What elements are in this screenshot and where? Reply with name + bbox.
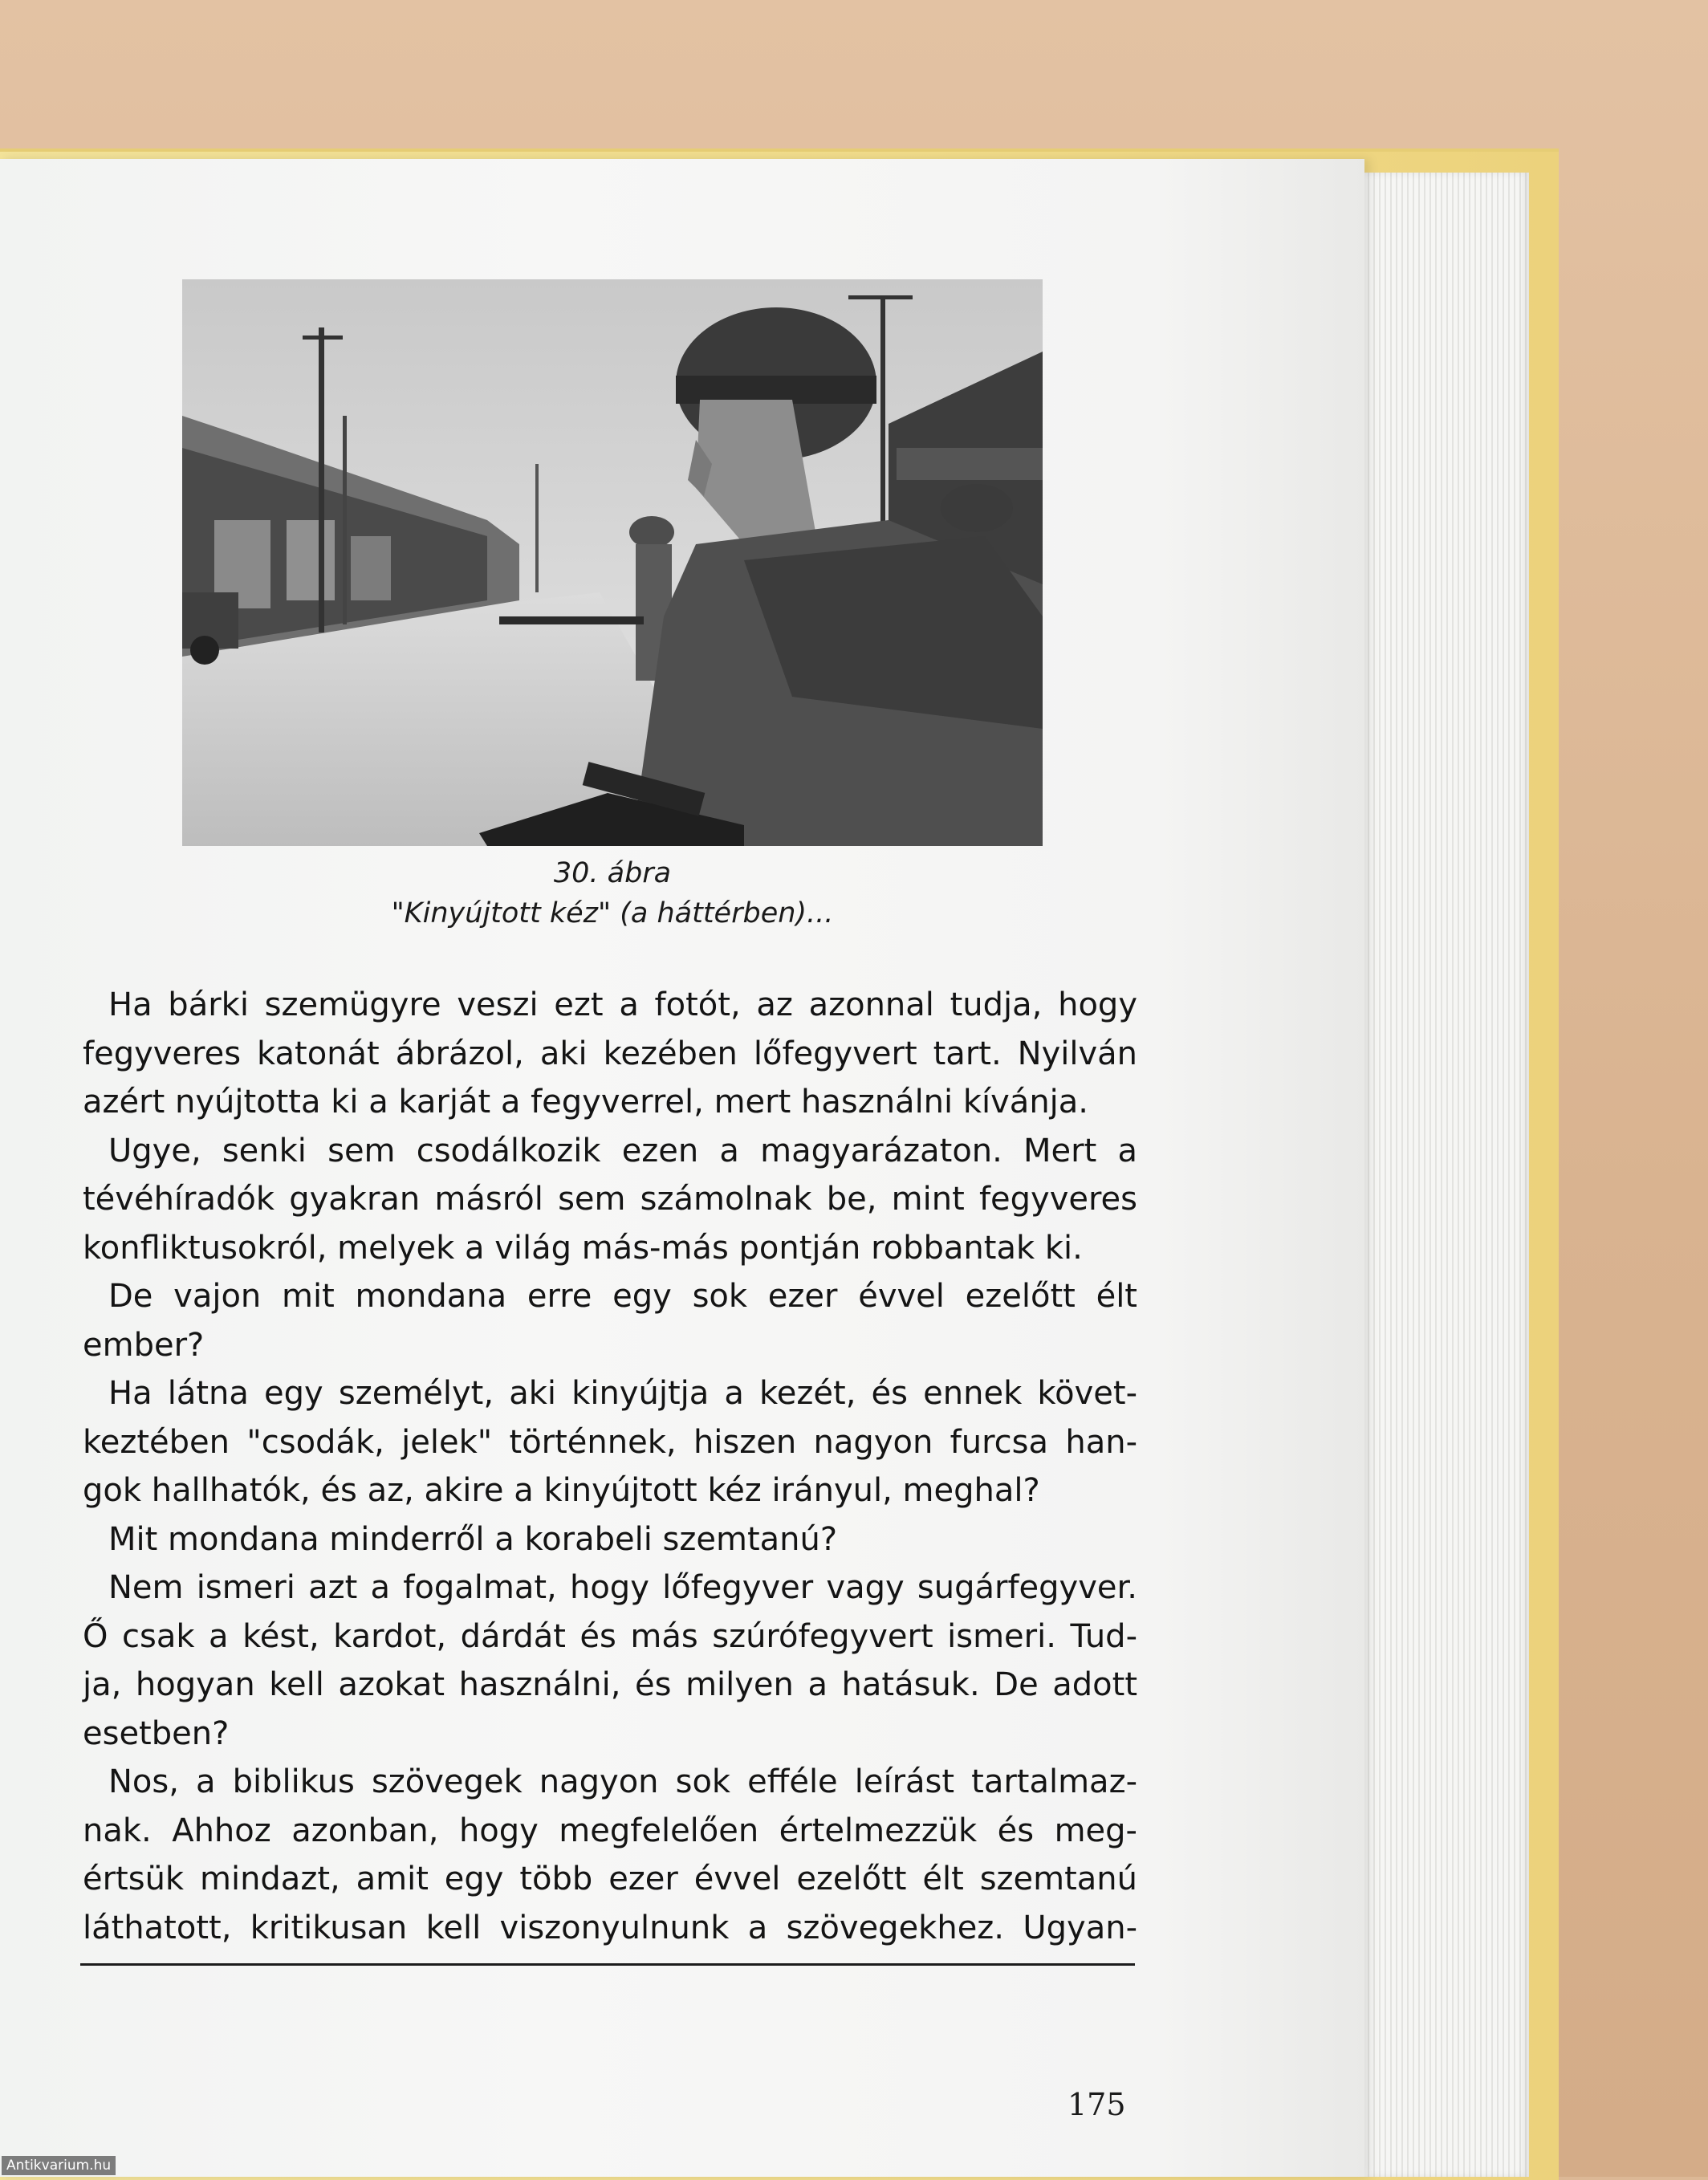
text-line: Ha bárki szemügyre veszi ezt a fotót, az azonnal tudja, hogy <box>108 986 1137 1023</box>
text-line: gok hallhatók, és az, akire a kinyújtott kéz irányul, meghal? <box>83 1472 1040 1509</box>
text-line: értsük mindazt, amit egy több ezer évvel ezelőtt élt szemtanú <box>83 1861 1137 1897</box>
footnote-divider <box>80 1963 1135 1966</box>
text-line: ember? <box>83 1326 205 1364</box>
body-text <box>83 981 1137 1952</box>
text-line: tévéhíradók gyakran másról sem számolnak be, mint fegyveres <box>83 1181 1137 1218</box>
text-line: láthatott, kritikusan kell viszonyulnunk a szövegekhez. Ugyan- <box>83 1909 1137 1946</box>
page-number: 175 <box>1068 2087 1126 2122</box>
text-line: Mit mondana minderről a korabeli szemtanú? <box>108 1520 838 1558</box>
show-through-text <box>1043 289 1411 340</box>
text-line: Nos, a biblikus szövegek nagyon sok efféle leírást tartalmaz- <box>108 1763 1137 1800</box>
text-line: esetben? <box>83 1714 230 1752</box>
figure-number: 30. ábra <box>553 857 672 889</box>
text-line: Nem ismeri azt a fogalmat, hogy lőfegyver vagy sugárfegyver. <box>108 1569 1137 1606</box>
text-line: Ő csak a kést, kardot, dárdát és más szúrófegyvert ismeri. Tud- <box>83 1617 1137 1655</box>
text-line: konfliktusokról, melyek a világ más-más pontján robbantak ki. <box>83 1229 1083 1267</box>
text-line: nak. Ahhoz azonban, hogy megfelelően értelmezzük és meg- <box>83 1812 1137 1849</box>
text-line: Ugye, senki sem csodálkozik ezen a magyarázaton. Mert a <box>108 1132 1137 1169</box>
text-line: keztében "csodák, jelek" történnek, hiszen nagyon furcsa han- <box>83 1423 1137 1461</box>
figure-photo <box>182 279 1043 846</box>
watermark-text: Antikvarium.hu <box>2 2156 116 2175</box>
text-line: fegyveres katonát ábrázol, aki kezében lőfegyvert tart. Nyilván <box>83 1035 1137 1072</box>
text-line: ja, hogyan kell azokat használni, és milyen a hatásuk. De adott <box>83 1666 1137 1703</box>
figure-caption: "Kinyújtott kéz" (a háttérben)... <box>391 897 834 929</box>
text-line: azért nyújtotta ki a karját a fegyverrel, mert használni kívánja. <box>83 1084 1089 1121</box>
soldier-photo-illustration <box>182 279 1043 846</box>
text-line: De vajon mit mondana erre egy sok ezer évvel ezelőtt élt <box>108 1278 1137 1315</box>
text-line: Ha látna egy személyt, aki kinyújtja a kezét, és ennek követ- <box>108 1375 1137 1412</box>
